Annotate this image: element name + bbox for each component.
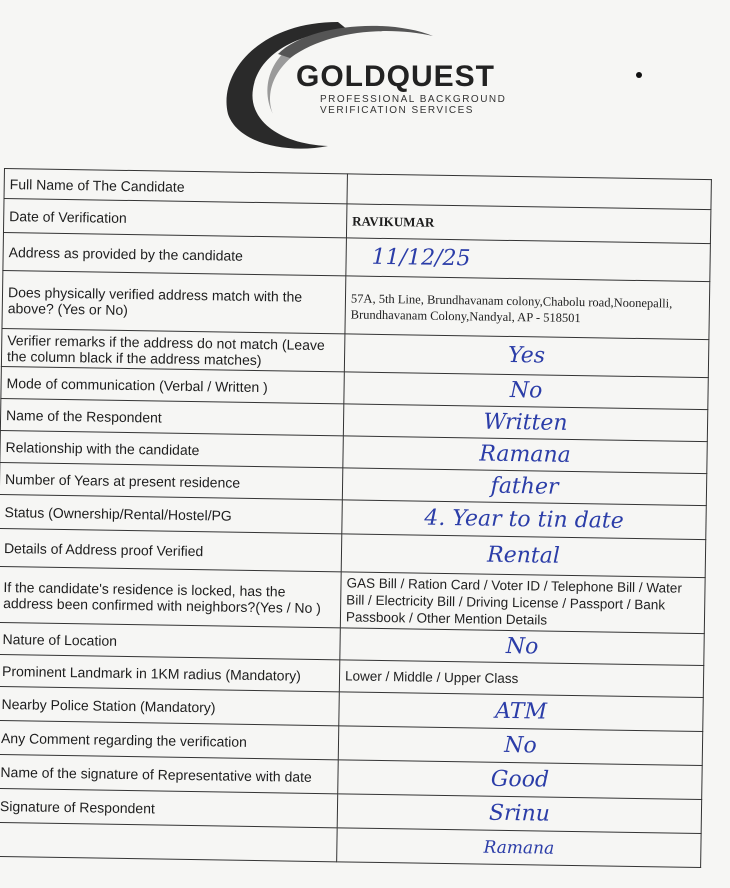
years-residence-cell xyxy=(342,500,706,540)
row-label: Relationship with the candidate xyxy=(0,430,343,467)
row-label: Mode of communication (Verbal / Written ) xyxy=(1,366,344,403)
verification-form xyxy=(0,168,726,868)
row-label: Details of Address proof Verified xyxy=(0,528,342,571)
row-label xyxy=(0,822,337,861)
row-label: Does physically verified address match with the above? (Yes or No) xyxy=(2,270,346,333)
status-handwriting: Rental xyxy=(486,542,561,569)
years-residence-handwriting: 4. Year to tin date xyxy=(424,505,624,534)
status-cell xyxy=(341,534,706,578)
row-label: Any Comment regarding the verification xyxy=(0,720,339,759)
comment-cell xyxy=(338,760,702,800)
address-proof-cell xyxy=(340,572,705,634)
candidate-name-value xyxy=(346,204,710,244)
candidate-name: RAVIKUMAR xyxy=(352,213,435,230)
row-label: Name of the Respondent xyxy=(0,398,343,435)
respondent-signature-cell xyxy=(337,828,701,868)
row-label: Address as provided by the candidate xyxy=(3,232,347,275)
row-label: Date of Verification xyxy=(3,199,346,238)
candidate-address: 57A, 5th Line, Brundhavanam colony,Chabolu road,Noonepalli, Brundhavanam Colony,Nandyal, AP - 518501 xyxy=(350,290,673,325)
respondent-signature-handwriting: Ramana xyxy=(483,837,555,859)
row-label: Verifier remarks if the address do not match (Leave the column black if the address matches) xyxy=(1,328,345,371)
address-value-cell xyxy=(345,276,710,340)
relationship-handwriting: father xyxy=(490,473,559,500)
row-label: Nature of Location xyxy=(0,622,340,659)
address-match-handwriting: Yes xyxy=(507,342,546,369)
logo-wordmark: GOLDQUEST xyxy=(296,60,496,93)
goldquest-logo xyxy=(218,14,538,154)
row-label: Name of the signature of Representative with date xyxy=(0,754,338,793)
row-label: Status (Ownership/Rental/Hostel/PG xyxy=(0,494,342,533)
row-label: Full Name of The Candidate xyxy=(4,169,347,204)
landmark-handwriting: ATM xyxy=(494,698,548,725)
representative-signature-handwriting: Srinu xyxy=(488,800,551,827)
communication-mode-handwriting: Written xyxy=(483,409,568,436)
logo-tagline xyxy=(320,94,506,116)
comment-handwriting: Good xyxy=(490,766,550,793)
address-match-cell xyxy=(344,334,709,378)
verification-table xyxy=(0,168,712,868)
logo-tagline-line2: VERIFICATION SERVICES xyxy=(320,105,474,116)
respondent-name-handwriting: Ramana xyxy=(479,441,571,468)
logo-tagline-line1: PROFESSIONAL BACKGROUND xyxy=(320,94,507,105)
verification-date-handwriting: 11/12/25 xyxy=(371,244,471,271)
date-value-cell xyxy=(346,238,711,282)
representative-signature-cell xyxy=(337,794,701,834)
police-station-handwriting: No xyxy=(504,732,537,758)
location-class-options: Lower / Middle / Upper Class xyxy=(344,668,519,687)
row-label: Prominent Landmark in 1KM radius (Mandatory) xyxy=(0,654,340,691)
row-label: Nearby Police Station (Mandatory) xyxy=(0,686,339,725)
landmark-cell xyxy=(339,692,703,732)
row-label: Number of Years at present residence xyxy=(0,462,343,499)
neighbor-confirm-handwriting: No xyxy=(505,633,539,659)
row-label: Signature of Respondent xyxy=(0,788,338,827)
address-proof-options: GAS Bill / Ration Card / Voter ID / Telephone Bill / Water Bill / Electricity Bill / Driving License / Passport / Bank Passbook / Other Mention Details xyxy=(345,575,683,628)
stray-dot xyxy=(636,72,642,78)
verifier-remarks-handwriting: No xyxy=(509,377,543,403)
row-label: If the candidate's residence is locked, has the address been confirmed with neighbors?(Yes / No ) xyxy=(0,566,341,627)
police-station-cell xyxy=(338,726,702,766)
